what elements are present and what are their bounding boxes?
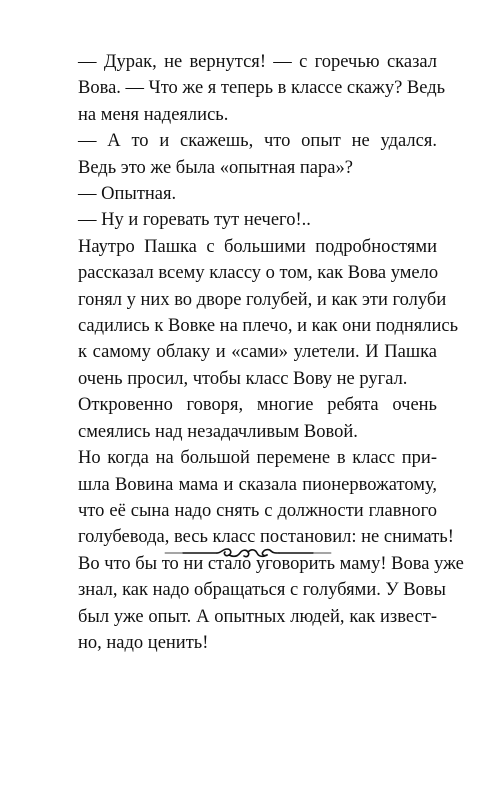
- paragraph-dialogue-3: [57, 181, 437, 207]
- text-line: но, надо ценить!: [78, 632, 209, 653]
- text-line: на меня надеялись.: [78, 104, 229, 125]
- text-line: Ведь это же была «опытная пара»?: [78, 157, 353, 178]
- text-line: Вова. — Что же я теперь в классе скажу? Ведь: [78, 78, 446, 99]
- text-line: был уже опыт. А опытных людей, как извест-: [78, 606, 437, 627]
- paragraph-dialogue-1: [57, 49, 446, 128]
- text-line: Но когда на большой перемене в класс при-: [78, 448, 437, 469]
- text-line: — Дурак, не вернутся! — с горечью сказал: [78, 52, 437, 72]
- text-line: шла Вовина мама и сказала пионервожатому,: [78, 474, 437, 495]
- text-line: садились к Вовке на плечо, и как они поднялись: [78, 316, 459, 337]
- paragraph-dialogue-4: [57, 207, 437, 233]
- scroll-ornament-icon: [163, 543, 333, 563]
- text-line: знал, как надо обращаться с голубями. У Вовы: [78, 580, 446, 601]
- story-text: [57, 49, 464, 656]
- paragraph-dialogue-2: [57, 128, 437, 181]
- text-line: гонял у них во дворе голубей, и как эти голуби: [78, 289, 447, 310]
- paragraph-narration-1: [57, 234, 459, 392]
- text-line: смеялись над незадачливым Вовой.: [78, 421, 358, 442]
- text-line: — Ну и горевать тут нечего!..: [78, 210, 311, 231]
- text-line: очень просил, чтобы класс Вову не ругал.: [78, 368, 408, 389]
- text-line: — Опытная.: [78, 184, 177, 205]
- text-line: Во что бы то ни стало уговорить маму! Вова уже: [78, 553, 464, 574]
- text-line: Наутро Пашка с большими подробностями: [78, 236, 437, 257]
- text-line: что её сына надо снять с должности главного: [78, 500, 437, 521]
- text-line: рассказал всему классу о том, как Вова умело: [78, 263, 439, 284]
- text-line: — А то и скажешь, что опыт не удался.: [78, 131, 437, 152]
- text-line: голубевода, весь класс постановил: не снимать!: [78, 527, 454, 548]
- paragraph-narration-2: [57, 392, 437, 445]
- text-line: к самому облаку и «сами» улетели. И Пашка: [78, 342, 437, 363]
- text-line: Откровенно говоря, многие ребята очень: [78, 395, 437, 416]
